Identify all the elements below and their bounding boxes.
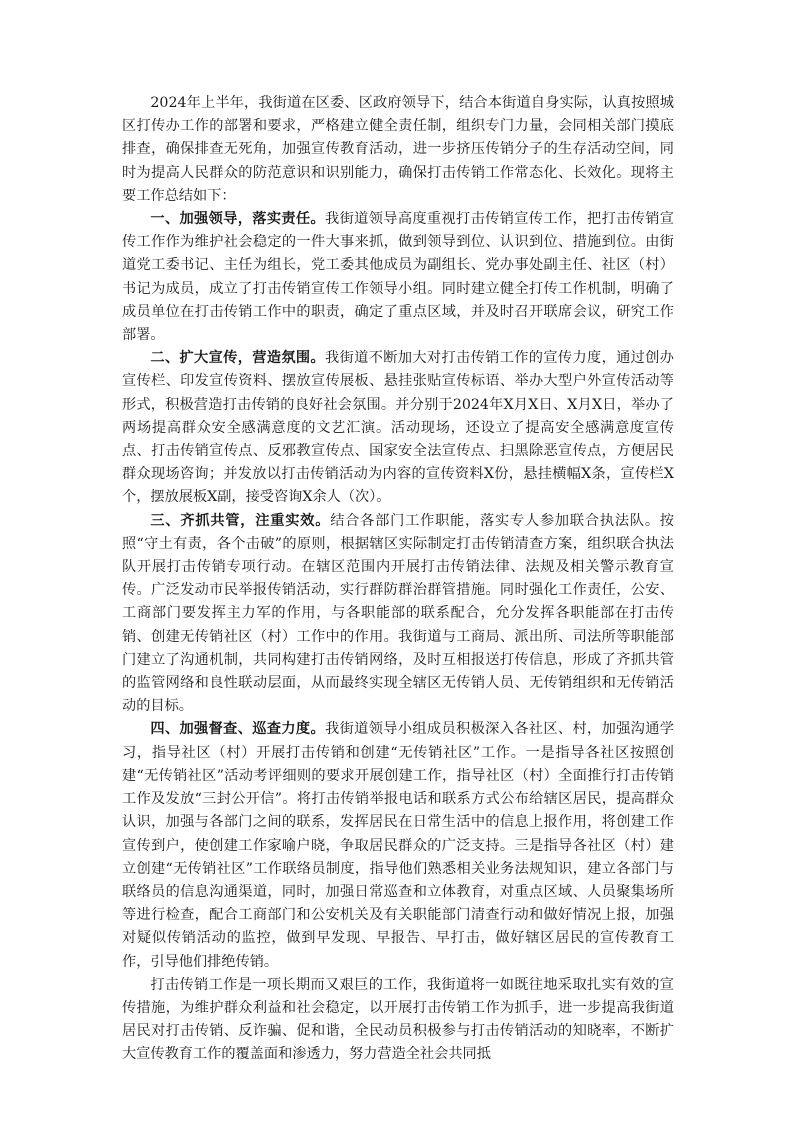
section-2-heading: 二、扩大宣传，营造氛围。	[150, 350, 326, 367]
closing-paragraph: 打击传销工作是一项长期而又艰巨的工作，我街道将一如既往地采取扎实有效的宣传措施，为维护群众利益和社会稳定，以开展打击传销工作为抓手，进一步提高我街道居民对打击传销、反诈骗、促和谐，全民动员积极参与打击传销活动的知晓率，不断扩大宣传教育工作的覆盖面和渗透力，努力营造全社会共同抵	[122, 976, 674, 1063]
section-2-body: 我街道不断加大对打击传销工作的宣传力度，通过创办宣传栏、印发宣传资料、摆放宣传展板、悬挂张贴宣传标语、举办大型户外宣传活动等形式，积极营造打击传销的良好社会氛围。并分别于2024年X月X日、X月X日，举办了两场提高群众安全感满意度的文艺汇演。活动现场，还设立了提高安全感满意度宣传点、打击传销宣传点、反邪教宣传点、国家安全法宣传点、扫黑除恶宣传点，方便居民群众现场咨询；并发放以打击传销活动为内容的宣传资料X份，悬挂横幅X条，宣传栏X个，摆放展板X副，接受咨询X余人（次）。	[122, 350, 674, 506]
section-4-heading: 四、加强督查、巡查力度。	[150, 721, 326, 738]
section-3-body: 结合各部门工作职能，落实专人参加联合执法队。按照“守土有责，各个击破”的原则，根据辖区实际制定打击传销清查方案，组织联合执法队开展打击传销专项行动。在辖区范围内开展打击传销法律、法规及相关警示教育宣传。广泛发动市民举报传销活动，实行群防群治群管措施。同时强化工作责任，公安、工商部门要发挥主力军的作用，与各职能部的联系配合，允分发挥各职能部在打击传销、创建无传销社区（村）工作中的作用。我街道与工商局、派出所、司法所等职能部门建立了沟通机制，共同构建打击传销网络，及时互相报送打传信息，形成了齐抓共管的监管网络和良性联动层面，从而最终实现全辖区无传销人员、无传销组织和无传销活动的目标。	[122, 512, 674, 715]
document-body	[122, 92, 674, 1067]
section-1-heading: 一、加强领导，落实责任。	[150, 211, 326, 228]
section-2-paragraph	[122, 347, 674, 509]
section-3-paragraph	[122, 510, 674, 719]
section-3-heading: 三、齐抓共管，注重实效。	[150, 512, 331, 529]
section-4-body: 我街道领导小组成员积极深入各社区、村，加强沟通学习，指导社区（村）开展打击传销和创建“无传销社区”工作。一是指导各社区按照创建“无传销社区”活动考评细则的要求开展创建工作，指导社区（村）全面推行打击传销工作及发放“三封公开信”。将打击传销举报电话和联系方式公布给辖区居民，提高群众认识，加强与各部门之间的联系，发挥居民在日常生活中的信息上报作用，将创建工作宣传到户，使创建工作家喻户晓，争取居民群众的广泛支持。三是指导各社区（村）建立创建“无传销社区”工作联络员制度，指导他们熟悉相关业务法规知识，建立各部门与联络员的信息沟通渠道，同时，加强日常巡查和立体教育，对重点区域、人员聚集场所等进行检查，配合工商部门和公安机关及有关职能部门清查行动和做好情况上报，加强对疑似传销活动的监控，做到早发现、早报告、早打击，做好辖区居民的宣传教育工作，引导他们排绝传销。	[122, 721, 674, 970]
intro-paragraph: 2024年上半年，我街道在区委、区政府领导下，结合本街道自身实际，认真按照城区打传办工作的部署和要求，严格建立健全责任制，组织专门力量，会同相关部门摸底排查，确保排查无死角，加强宣传教育活动，进一步挤压传销分子的生存活动空间，同时为提高人民群众的防范意识和识别能力，确保打击传销工作常态化、长效化。现将主要工作总结如下：	[122, 95, 674, 204]
section-1-body: 我街道领导高度重视打击传销宣传工作，把打击传销宣传工作作为维护社会稳定的一件大事来抓，做到领导到位、认识到位、措施到位。由街道党工委书记、主任为组长，党工委其他成员为副组长、党办事处副主任、社区（村）书记为成员，成立了打击传销宣传工作领导小组。同时建立健全打传工作机制，明确了成员单位在打击传销工作中的职责，确定了重点区域，并及时召开联席会议，研究工作部署。	[122, 211, 674, 344]
section-1-paragraph	[122, 208, 674, 347]
section-4-paragraph	[122, 718, 674, 973]
